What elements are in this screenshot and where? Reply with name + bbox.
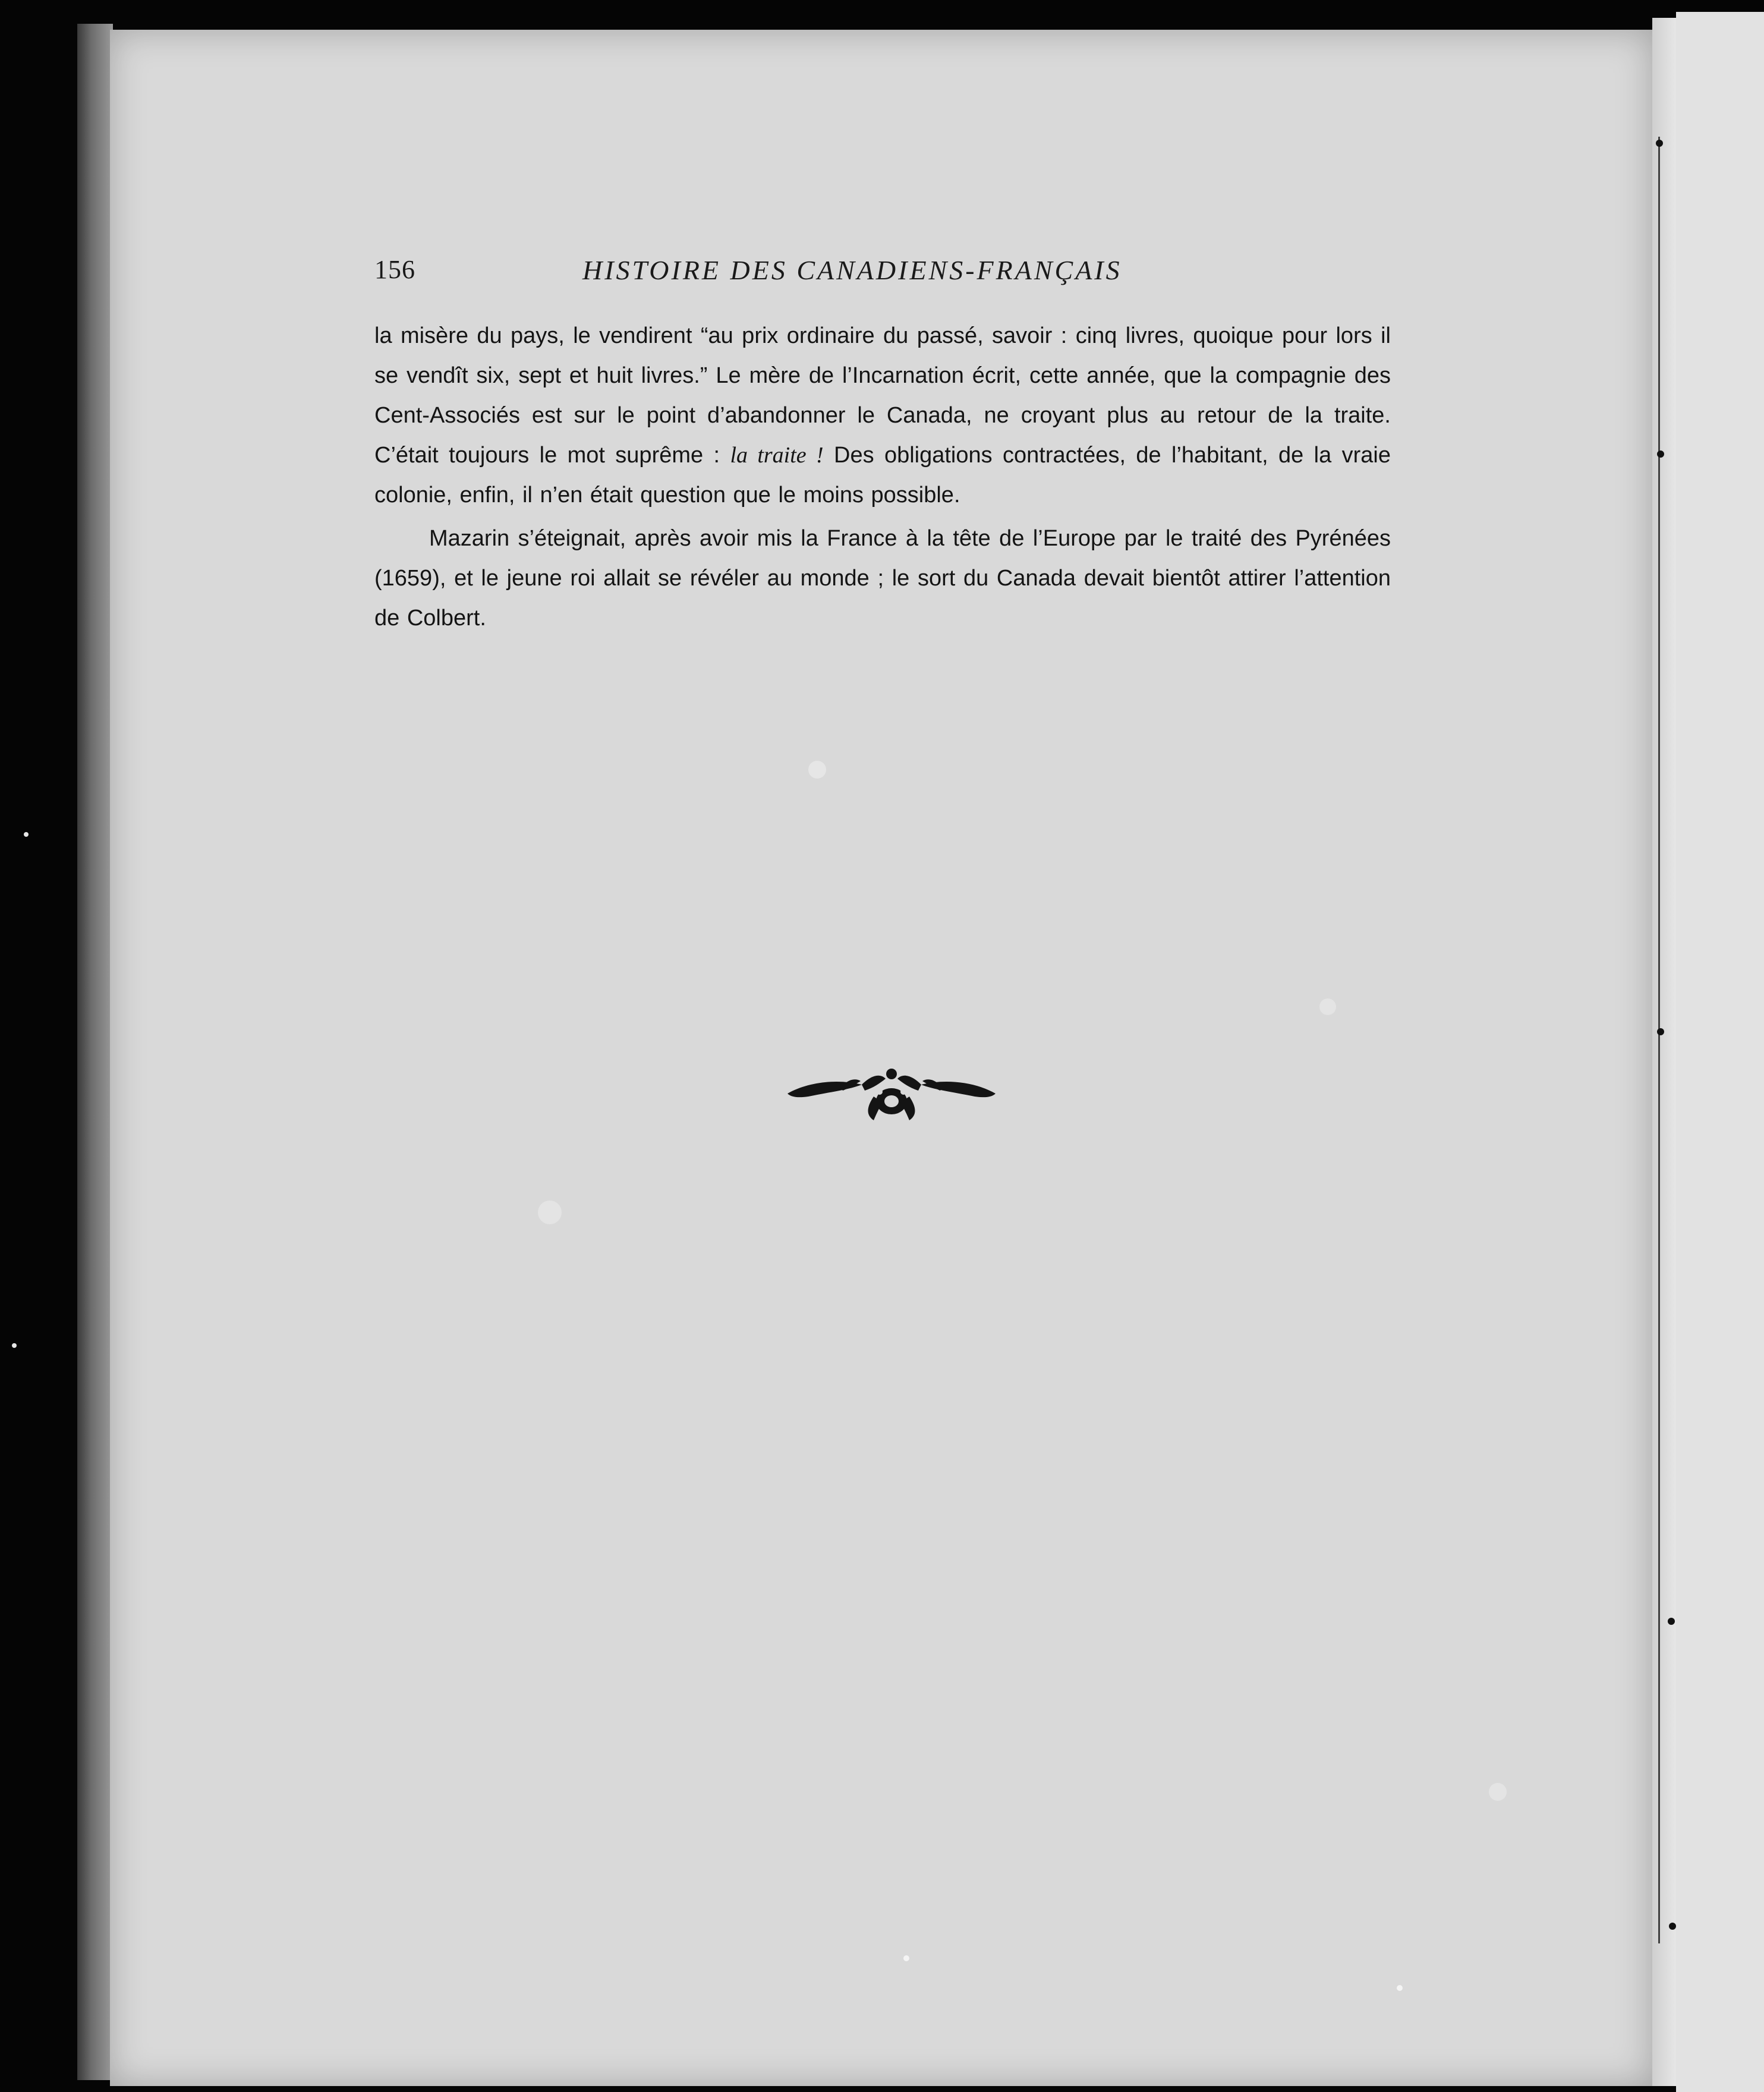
scan-speck <box>24 832 29 837</box>
ornament-fleuron-icon <box>785 1061 998 1126</box>
running-head <box>374 254 1385 290</box>
paragraph-1 <box>374 316 1391 515</box>
book-gutter <box>1652 18 1676 2086</box>
adjacent-page-strip <box>1676 12 1764 2092</box>
scan-speck <box>1397 1985 1403 1991</box>
thread-knot <box>1669 1923 1676 1930</box>
body-text <box>374 316 1391 638</box>
binding-thread <box>1658 137 1664 1943</box>
scan-speck <box>1319 998 1336 1015</box>
thread-knot <box>1656 140 1663 147</box>
paragraph-2: Mazarin s’éteignait, après avoir mis la France à la tête de l’Europe par le traité des Pyrénées (1659), et le jeune roi allait se révéler au monde ; le sort du Canada devait bientôt attirer l’attention de Colbert. <box>374 526 1391 631</box>
scan-speck <box>1489 1783 1507 1801</box>
scan-speck <box>808 761 826 779</box>
paragraph-1-text: la misère du pays, le vendirent “au prix ordinaire du passé, savoir : cinq livres, quoique pour lors il se vendît six, sept et huit livres.” Le mère de l’Incarnation écrit, cette année, que la compagnie des Cent-Associés est sur le point d’abandonner le Canada, ne croyant plus au retour de la traite. C’était toujours le mot suprême : <box>374 323 1391 468</box>
scan-speck <box>12 1343 17 1348</box>
page-number: 156 <box>374 255 415 284</box>
thread-knot <box>1657 450 1664 458</box>
thread-knot <box>1668 1618 1675 1625</box>
scan-speck <box>903 1955 909 1961</box>
paragraph-1-emphasis: la traite ! <box>730 443 824 468</box>
scan-speck <box>538 1201 562 1224</box>
thread-knot <box>1657 1028 1664 1035</box>
running-title: HISTOIRE DES CANADIENS-FRANÇAIS <box>582 255 1122 285</box>
paragraph-1-end: Des obligations contractées, de l’habitant, de la vraie colonie, enfin, il n’en était question que le moins possible. <box>374 443 1391 508</box>
book-left-edge <box>77 24 113 2080</box>
